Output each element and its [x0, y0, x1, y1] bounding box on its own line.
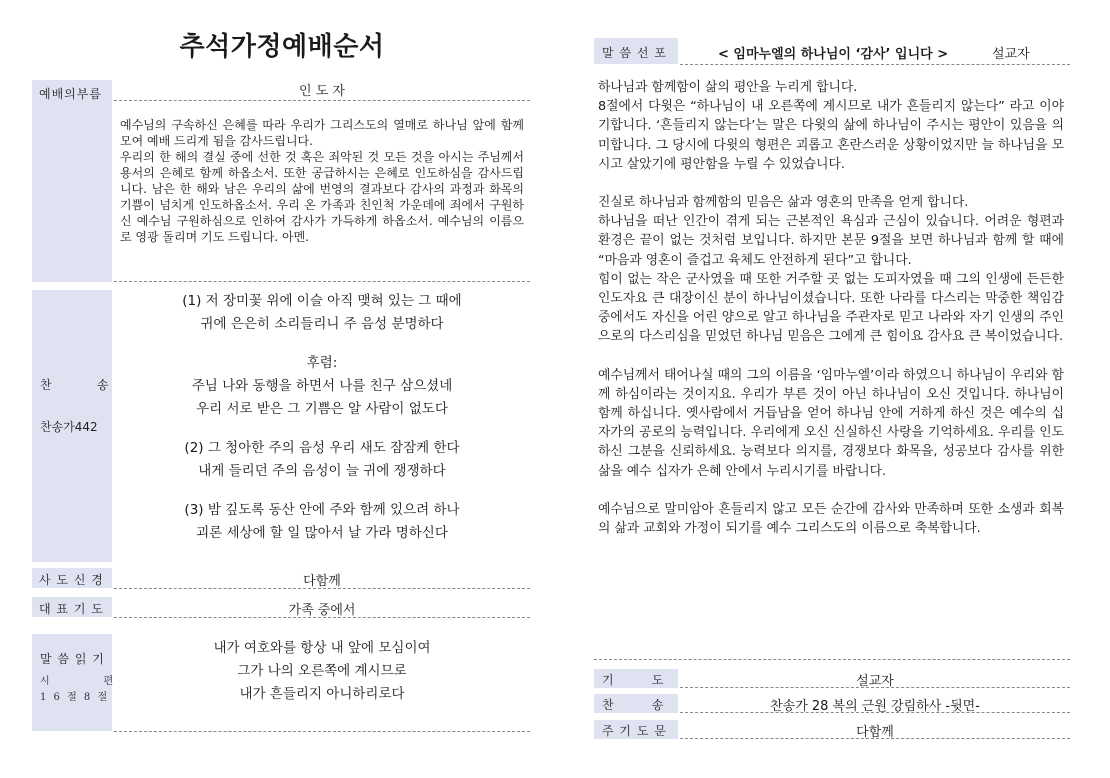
hymn-line: (1) 저 장미꽃 위에 이슬 아직 맺혀 있는 그 때에: [182, 293, 462, 309]
hymn-line: (3) 밤 깊도록 동산 안에 주와 함께 있으려 하나: [184, 502, 460, 518]
divider: [114, 281, 530, 282]
sermon-header: [680, 38, 1070, 65]
hymn-line: 우리 서로 받은 그 기쁨은 알 사람이 없도다: [196, 401, 448, 417]
reading-text: [114, 637, 530, 706]
reading-line: 그가 나의 오른쪽에 계시므로: [237, 663, 407, 679]
hymn-line: [114, 483, 530, 499]
hymn-label: 찬 송: [40, 378, 115, 392]
closing-hymn-label: 찬 송: [594, 694, 678, 713]
sermon-paragraph: 진실로 하나님과 함께함의 믿음은 삶과 영혼의 만족을 얻게 합니다. 하나님을 떠난 인간이 겪게 되는 근본적인 욕심과 근심이 있습니다. 어려운 형편과 환경은 끝이 없는 것처럼 보입니다. 하지만 본문 9절을 보면 하나님과 함께 할 때에 “마음과 영혼이 즐겁고 육체도 안전하게 된다”고 합니다. 힘이 없는 작은 군사였을 때 또한 거주할 곳 없는 도피자였을 때 그의 인생에 든든한 인도자요 큰 대장이신 분이 하나님이셨습니다. 또한 나라를 다스리는 막중한 책임감 중에서도 자신을 어린 양으로 알고 하나님을 주관자로 믿고 나라와 자기 인생의 주인으로의 다스리심을 믿었던 하나님 믿음은 그에게 큰 힘이요 감사요 큰 복이었습니다.: [598, 195, 1064, 345]
reading-line: 내가 흔들리지 아니하리로다: [239, 686, 405, 702]
lords-prayer-label: 주 기 도 문: [594, 720, 678, 739]
divider: [594, 659, 1070, 660]
creed-label: 사 도 신 경: [32, 568, 112, 588]
divider: [114, 731, 530, 732]
sermon-paragraph: 예수님께서 태어나실 때의 그의 이름을 ‘임마누엘’이라 하였으니 하나님이 우리와 함께 하심이라는 것이지요. 우리가 부른 것이 아닌 하나님이 오신 것입니다. 하나님이 함께 하십니다. 옛사람에서 거듭남을 얻어 하나님 안에 거하게 하신 것은 예수의 십자가의 공로의 능력입니다. 우리에게 오신 신실하신 사랑을 기억하세요. 우리를 인도하신 그분을 신뢰하세요. 능력보다 의지를, 경쟁보다 화목을, 성공보다 감사를 위한 삶을 예수 십자가 은혜 안에서 누리시기를 바랍니다.: [598, 367, 1064, 479]
reading-reference: 1 6 절 8 절: [40, 692, 110, 703]
hymn-line: 후렴:: [306, 355, 338, 371]
sermon-speaker: 설교자: [992, 47, 1030, 62]
hymn-line: [114, 336, 530, 352]
reading-book: 시 편: [40, 676, 116, 687]
hymn-number: 찬송가442: [40, 420, 98, 434]
sermon-title: < 임마누엘의 하나님이 ‘감사’ 입니다 >: [718, 47, 949, 62]
hymn-line: 괴론 세상에 할 일 많아서 날 가라 명하신다: [196, 525, 448, 541]
hymn-lyrics: [114, 290, 530, 562]
sermon-paragraph: 예수님으로 말미암아 흔들리지 않고 모든 순간에 감사와 만족하며 또한 소생과 회복의 삶과 교회와 가정이 되기를 예수 그리스도의 이름으로 축복합니다.: [598, 501, 1064, 537]
reading-label: 말 씀 읽 기: [40, 652, 105, 666]
hymn-line: (2) 그 청아한 주의 음성 우리 새도 잠잠케 한다: [184, 440, 460, 456]
hymn-line: 내게 들리던 주의 음성이 늘 귀에 쟁쟁하다: [198, 463, 446, 479]
call-to-worship-label: 예배의부름: [32, 80, 112, 282]
hymn-line: [114, 421, 530, 437]
hymn-label-box: [32, 290, 115, 562]
page-title: 추석가정예배순서: [179, 32, 385, 62]
sermon-paragraph: 하나님과 함께함이 삶의 평안을 누리게 합니다. 8절에서 다윗은 “하나님이 내 오른쪽에 계시므로 내가 흔들리지 않는다” 라고 이야기합니다. ‘흔들리지 않는다’는 말은 다윗의 삶에 하나님이 주시는 평안이 있음을 의미합니다. 그 당시에 다윗의 형편은 괴롭고 혼란스러운 상황이었지만 늘 하나님을 모시고 살았기에 평안함을 누릴 수 있었습니다.: [598, 80, 1064, 172]
reading-line: 내가 여호와를 항상 내 앞에 모심이여: [213, 640, 431, 656]
reading-label-box: [32, 634, 116, 731]
closing-hymn-value: 찬송가 28 복의 근원 강림하사 -뒷면-: [680, 695, 1070, 713]
hymn-line: 귀에 은은히 소리들리니 주 음성 분명하다: [200, 316, 444, 332]
closing-prayer-label: 기 도: [594, 669, 678, 688]
closing-prayer-value: 설교자: [680, 670, 1070, 688]
prayer-label: 대 표 기 도: [32, 597, 112, 617]
lords-prayer-value: 다함께: [680, 721, 1070, 739]
creed-value: 다함께: [114, 570, 530, 589]
call-to-worship-leader: 인 도 자: [114, 80, 530, 101]
sermon-body: [598, 78, 1064, 557]
sermon-label: 말 씀 선 포: [594, 38, 678, 64]
prayer-value: 가족 중에서: [114, 599, 530, 618]
hymn-line: 주님 나와 동행을 하면서 나를 친구 삼으셨네: [191, 378, 453, 394]
call-to-worship-text: 예수님의 구속하신 은혜를 따라 우리가 그리스도의 열매로 하나님 앞에 함께 모여 예배 드리게 됨을 감사드립니다. 우리의 한 해의 결실 중에 선한 것 혹은 죄악된 것 모든 것을 아시는 주님께서 용서의 은혜로 함께 하옵소서. 또한 공급하시는 은혜로 인도하심을 감사드립니다. 남은 한 해와 남은 우리의 삶에 번영의 결과보다 감사의 과정과 화목의 기쁨이 넘치게 인도하옵소서. 우리 온 가족과 친인척 가운데에 죄에서 구원하신 예수님 구원하심으로 인하여 감사가 가득하게 하옵소서. 예수님의 이름으로 영광 돌리며 기도 드립니다. 아멘.: [120, 118, 524, 244]
